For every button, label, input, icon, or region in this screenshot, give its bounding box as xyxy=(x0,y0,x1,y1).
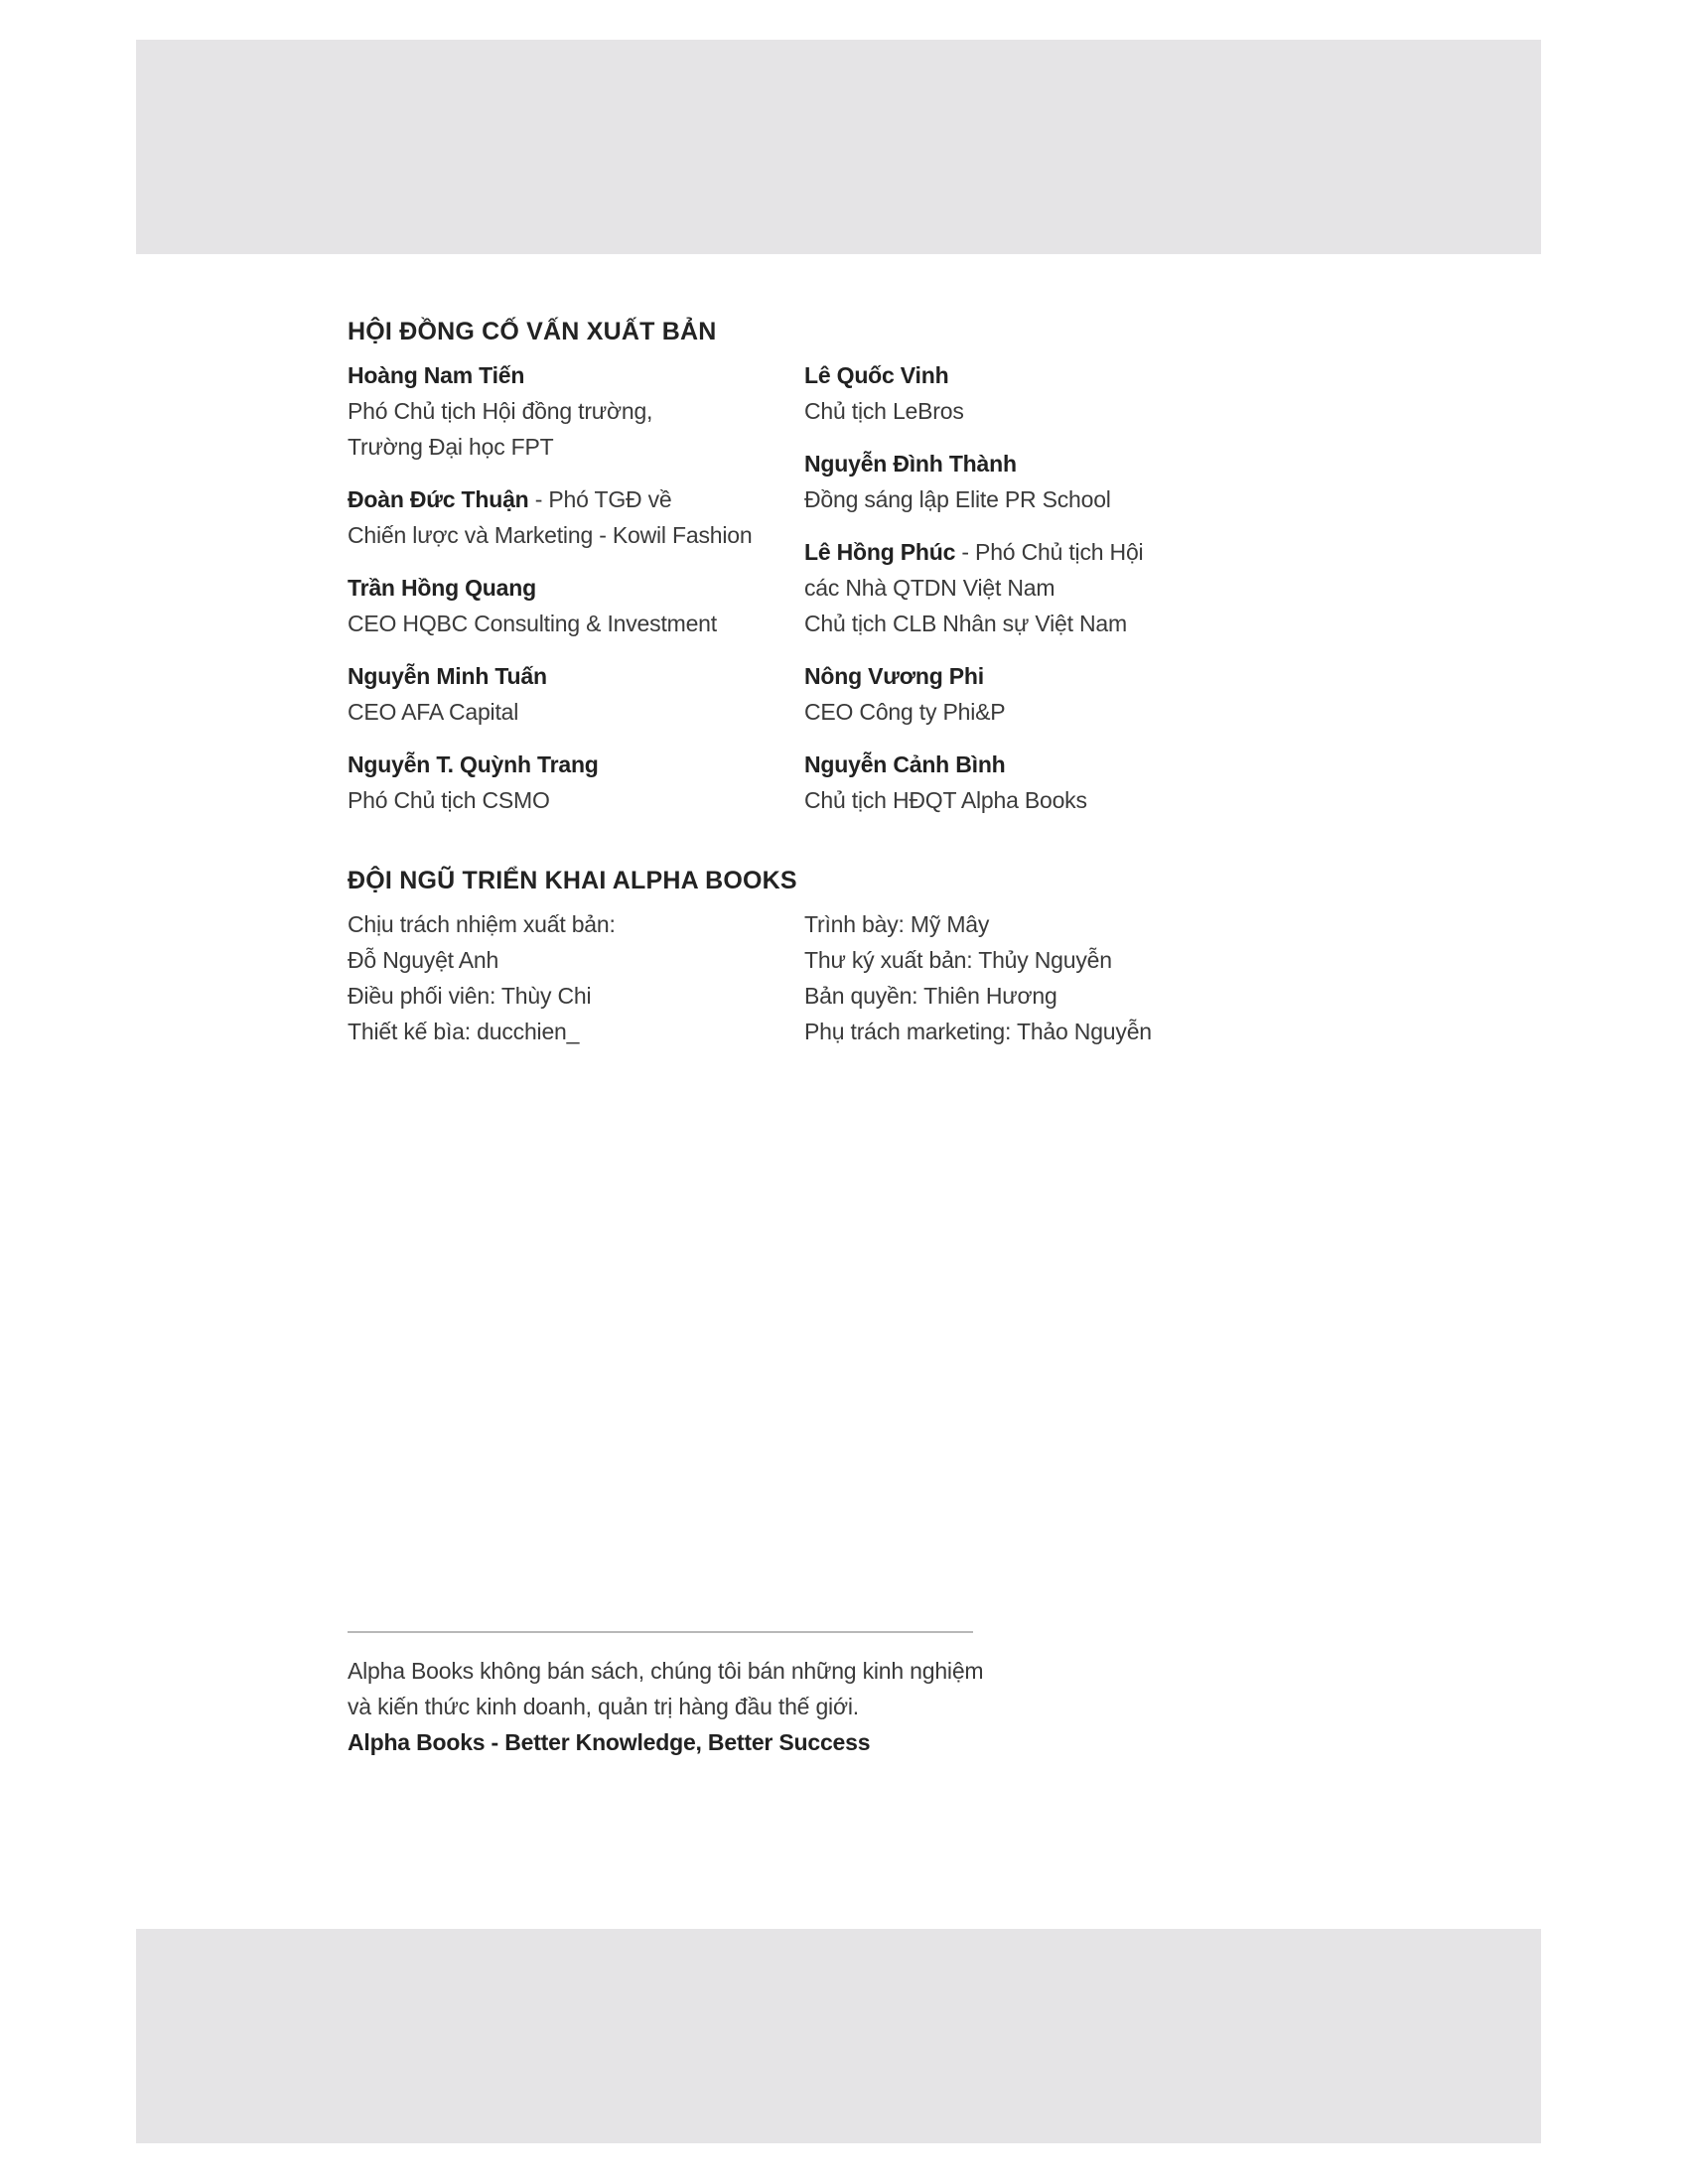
advisor-name-line xyxy=(804,446,1400,481)
team-role-line: Bản quyền: Thiên Hương xyxy=(804,983,1057,1009)
advisor-title: CEO HQBC Consulting & Investment xyxy=(348,611,717,636)
advisor-name: Đoàn Đức Thuận xyxy=(348,486,529,512)
team-role-line: Đỗ Nguyệt Anh xyxy=(348,947,499,973)
advisor-name-line xyxy=(348,481,804,517)
advisor-title: CEO AFA Capital xyxy=(348,699,519,725)
team-columns xyxy=(348,906,1440,1049)
advisor-title: Chiến lược và Marketing - Kowil Fashion xyxy=(348,522,753,548)
team-column-right xyxy=(804,906,1400,1049)
advisor-title: Chủ tịch CLB Nhân sự Việt Nam xyxy=(804,611,1127,636)
advisor-entry xyxy=(804,534,1400,641)
advisor-title: Đồng sáng lập Elite PR School xyxy=(804,486,1111,512)
advisor-title: CEO Công ty Phi&P xyxy=(804,699,1006,725)
advisor-name-line xyxy=(804,357,1400,393)
advisor-name-suffix: - Phó Chủ tịch Hội xyxy=(955,539,1144,565)
team-role-line: Chịu trách nhiệm xuất bản: xyxy=(348,911,616,937)
advisor-name-line xyxy=(348,747,804,782)
bottom-image-placeholder xyxy=(136,1929,1541,2143)
top-image-placeholder xyxy=(136,40,1541,254)
advisor-name-line xyxy=(804,658,1400,694)
advisor-entry xyxy=(804,658,1400,730)
advisory-column-left xyxy=(348,357,804,835)
advisory-column-right xyxy=(804,357,1400,835)
advisor-entry xyxy=(348,570,804,641)
team-role-line: Phụ trách marketing: Thảo Nguyễn xyxy=(804,1019,1152,1044)
advisor-name-line xyxy=(348,570,804,606)
slogan-line: Alpha Books không bán sách, chúng tôi bán những kinh nghiệm xyxy=(348,1658,984,1684)
advisor-name: Nguyễn Đình Thành xyxy=(804,451,1017,477)
advisor-title: Phó Chủ tịch Hội đồng trường, xyxy=(348,398,653,424)
advisor-title: Phó Chủ tịch CSMO xyxy=(348,787,550,813)
advisor-entry xyxy=(348,481,804,553)
credits-content xyxy=(348,314,1440,1049)
advisor-title: các Nhà QTDN Việt Nam xyxy=(804,575,1055,601)
slogan-tagline: Alpha Books - Better Knowledge, Better Success xyxy=(348,1729,871,1755)
advisory-columns xyxy=(348,357,1440,835)
advisor-entry xyxy=(348,658,804,730)
advisor-entry xyxy=(348,357,804,465)
advisor-name: Nguyễn T. Quỳnh Trang xyxy=(348,751,599,777)
advisor-entry xyxy=(348,747,804,818)
advisor-name-line xyxy=(348,357,804,393)
advisor-title: Chủ tịch LeBros xyxy=(804,398,964,424)
advisor-name: Nguyễn Cảnh Bình xyxy=(804,751,1006,777)
publisher-slogan-block xyxy=(348,1631,984,1760)
advisor-title: Trường Đại học FPT xyxy=(348,434,554,460)
team-heading: ĐỘI NGŨ TRIỂN KHAI ALPHA BOOKS xyxy=(348,867,797,894)
advisor-name-line xyxy=(804,534,1400,570)
advisor-name-line xyxy=(348,658,804,694)
team-column-left xyxy=(348,906,804,1049)
team-role-line: Thư ký xuất bản: Thủy Nguyễn xyxy=(804,947,1112,973)
advisor-entry xyxy=(804,747,1400,818)
advisor-entry xyxy=(804,446,1400,517)
advisor-name: Hoàng Nam Tiến xyxy=(348,362,525,388)
slogan-line: và kiến thức kinh doanh, quản trị hàng đầu thế giới. xyxy=(348,1694,859,1719)
team-role-line: Điều phối viên: Thùy Chi xyxy=(348,983,592,1009)
advisor-entry xyxy=(804,357,1400,429)
divider-rule xyxy=(348,1631,973,1633)
advisor-name-line xyxy=(804,747,1400,782)
team-role-line: Trình bày: Mỹ Mây xyxy=(804,911,990,937)
advisor-name: Lê Hồng Phúc xyxy=(804,539,956,565)
advisory-board-heading: HỘI ĐỒNG CỐ VẤN XUẤT BẢN xyxy=(348,318,717,345)
advisor-name: Nông Vương Phi xyxy=(804,663,984,689)
advisor-title: Chủ tịch HĐQT Alpha Books xyxy=(804,787,1087,813)
advisor-name: Lê Quốc Vinh xyxy=(804,362,949,388)
advisor-name: Nguyễn Minh Tuấn xyxy=(348,663,547,689)
advisor-name-suffix: - Phó TGĐ về xyxy=(528,486,672,512)
advisor-name: Trần Hồng Quang xyxy=(348,575,536,601)
team-role-line: Thiết kế bìa: ducchien_ xyxy=(348,1019,580,1044)
